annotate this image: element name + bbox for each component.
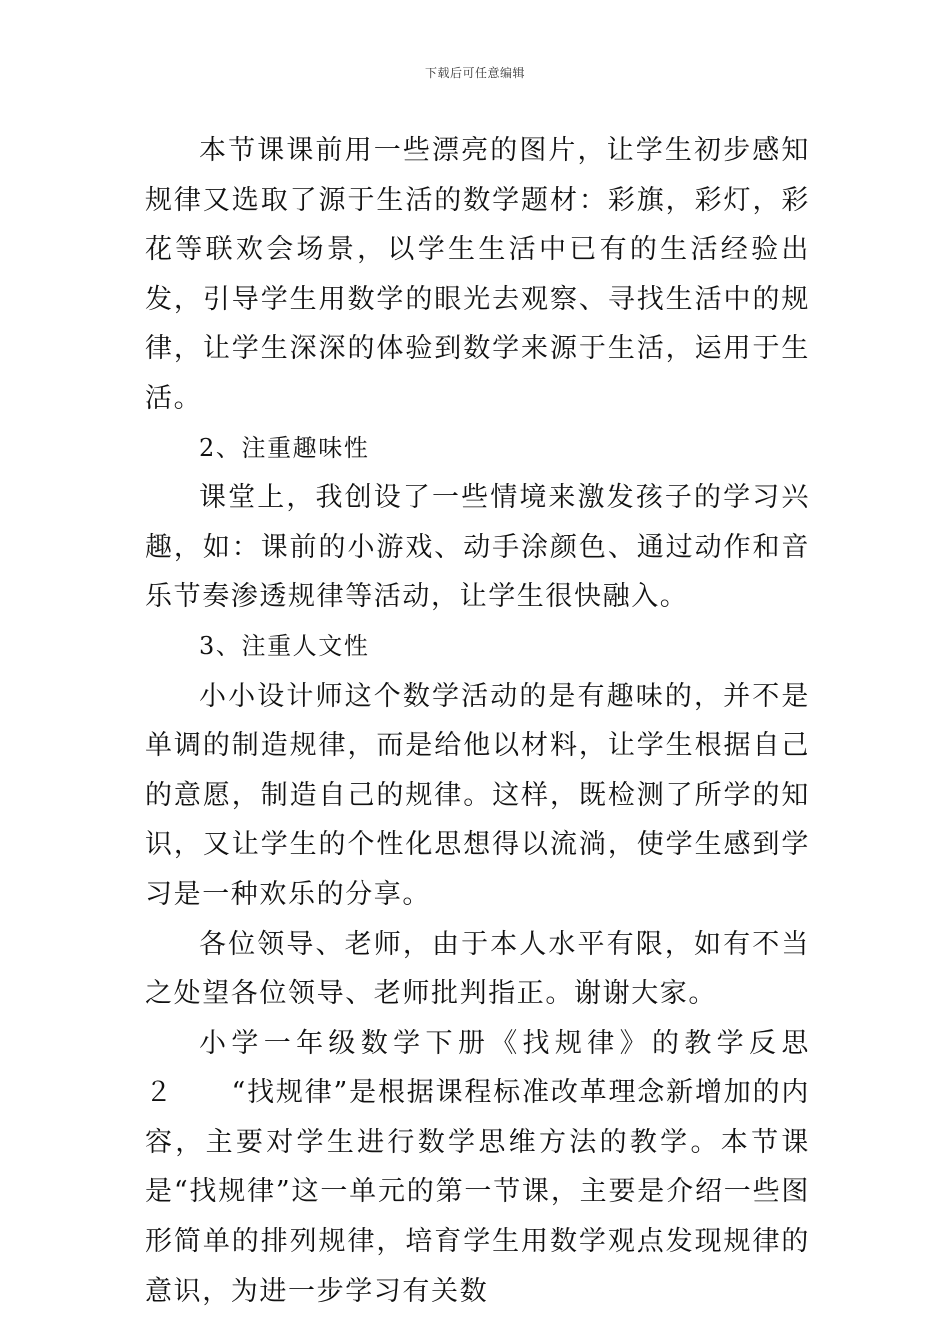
heading-fun: 2、注重趣味性	[199, 433, 370, 462]
page-header-note: 下载后可任意编辑	[424, 66, 525, 80]
paragraph-humanity: 小小设计师这个数学活动的是有趣味的，并不是单调的制造规律，而是给他以材料，让学生根据自己的意愿，制造自己的规律。这样，既检测了所学的知识，又让学生的个性化思想得以流淌，使学生感到学习是一种欢乐的分享。	[145, 680, 810, 910]
document-body	[145, 126, 810, 1316]
paragraph-reflection-2: 小学一年级数学下册《找规律》的教学反思２ “找规律”是根据课程标准改革理念新增加的内容，主要对学生进行数学思维方法的教学。本节课是“找规律”这一单元的第一节课，主要是介绍一些图形简单的排列规律，培育学生用数学观点发现规律的意识，为进一步学习有关数	[145, 1027, 810, 1307]
paragraph-fun: 课堂上，我创设了一些情境来激发孩子的学习兴趣，如：课前的小游戏、动手涂颜色、通过动作和音乐节奏渗透规律等活动，让学生很快融入。	[145, 482, 810, 613]
heading-humanity: 3、注重人文性	[199, 631, 370, 660]
paragraph-intro: 本节课课前用一些漂亮的图片，让学生初步感知规律又选取了源于生活的数学题材：彩旗，彩灯，彩花等联欢会场景，以学生生活中已有的生活经验出发，引导学生用数学的眼光去观察、寻找生活中的规律，让学生深深的体验到数学来源于生活，运用于生活。	[145, 135, 810, 414]
paragraph-closing: 各位领导、老师，由于本人水平有限，如有不当之处望各位领导、老师批判指正。谢谢大家。	[145, 928, 810, 1010]
